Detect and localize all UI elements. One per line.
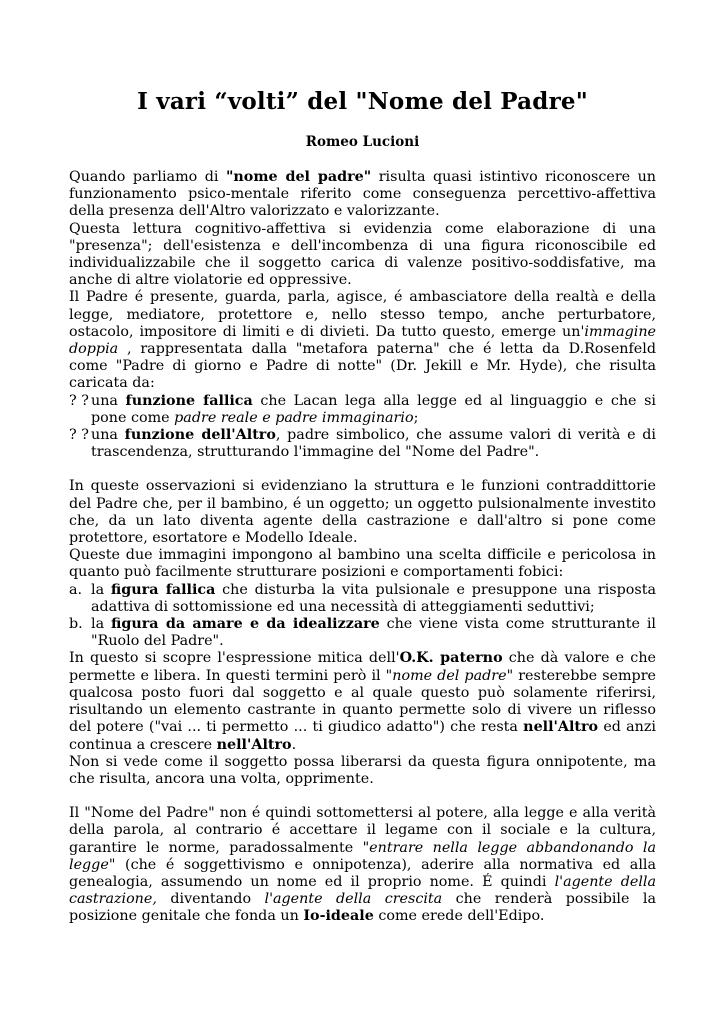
paragraph-1: Quando parliamo di "nome del padre" risulta quasi istintivo riconoscere un funzionamento psico-mentale riferito come conseguenza percettivo-affettiva della presenza dell'Altro valorizzato e valorizzante. bbox=[69, 169, 657, 220]
paragraph-6: In questo si scopre l'espressione mitica dell'O.K. paterno che dà valore e che permette e libera. In questi termini però il "nome del padre" resterebbe sempre qualcosa posto fuori dal soggetto e al quale questo può solamente riferirsi, risultando un elemento castrante in quanto permette solo di vivere un riflesso del potere ("vai ... ti permetto ... ti giudico adatto") che resta nell'Altro ed anzi continua a crescere nell'Altro. bbox=[69, 650, 657, 753]
document-page bbox=[69, 86, 656, 926]
document-title: I vari “volti” del "Nome del Padre" bbox=[137, 88, 588, 115]
document-body bbox=[69, 169, 656, 926]
list-item: ? ? una funzione dell'Altro, padre simbolico, che assume valori di verità e di trascendenza, strutturando l'immagine del "Nome del Padre". bbox=[69, 427, 656, 461]
paragraph-7: Non si vede come il soggetto possa liberarsi da questa figura onnipotente, ma che risulta, ancora una volta, opprimente. bbox=[69, 753, 656, 787]
paragraph-gap bbox=[69, 461, 656, 478]
list-marker: ? ? bbox=[69, 427, 89, 444]
list-marker: a. bbox=[69, 581, 83, 598]
paragraph-2: Questa lettura cognitivo-affettiva si evidenzia come elaborazione di una "presenza"; dell'esistenza e dell'incombenza di una figura riconoscibile ed individualizzabile che il soggetto carica di valenze positivo-soddisfative, ma anche di altre violatorie ed oppressive. bbox=[69, 220, 656, 289]
paragraph-4: In queste osservazioni si evidenziano la struttura e le funzioni contraddittorie del Padre che, per il bambino, é un oggetto; un oggetto pulsionalmente investito che, da un lato diventa agente della castrazione e dall'altro si pone come protettore, esortatore e Modello Ideale. bbox=[69, 478, 656, 547]
paragraph-gap bbox=[69, 788, 656, 805]
author-name: Romeo Lucioni bbox=[305, 134, 420, 150]
list-item: ? ? una funzione fallica che Lacan lega alla legge ed al linguaggio e che si pone come padre reale e padre immaginario; bbox=[69, 392, 656, 426]
list-marker: ? ? bbox=[69, 392, 89, 409]
paragraph-5: Queste due immagini impongono al bambino una scelta difficile e pericolosa in quanto può facilmente strutturare posizioni e comportamenti fobici: bbox=[69, 547, 656, 581]
list-item: a. la figura fallica che disturba la vita pulsionale e presuppone una risposta adattiva di sottomissione ed una necessità di atteggiamenti seduttivi; bbox=[69, 581, 656, 615]
list-marker: b. bbox=[69, 616, 83, 633]
paragraph-8: Il "Nome del Padre" non é quindi sottomettersi al potere, alla legge e alla verità della parola, al contrario é accettare il legame con il sociale e la cultura, garantire le norme, paradossalmente "entrare nella legge abbandonando la legge" (che é soggettivismo e onnipotenza), aderire alla normativa ed alla genealogia, assumendo un nome ed il proprio nome. É quindi l'agente della castrazione, diventando l'agente della crescita che renderà possibile la posizione genitale che fonda un Io-ideale come erede dell'Edipo. bbox=[69, 805, 656, 925]
paragraph-3: Il Padre é presente, guarda, parla, agisce, é ambasciatore della realtà e della legge, mediatore, protettore e, nello stesso tempo, anche perturbatore, ostacolo, impositore di limiti e di divieti. Da tutto questo, emerge un'immagine doppia , rappresentata dalla "metafora paterna" che é letta da D.Rosenfeld come "Padre di giorno e Padre di notte" (Dr. Jekill e Mr. Hyde), che risulta caricata da: bbox=[69, 289, 656, 392]
list-item: b. la figura da amare e da idealizzare che viene vista come strutturante il "Ruolo del Padre". bbox=[69, 616, 656, 650]
